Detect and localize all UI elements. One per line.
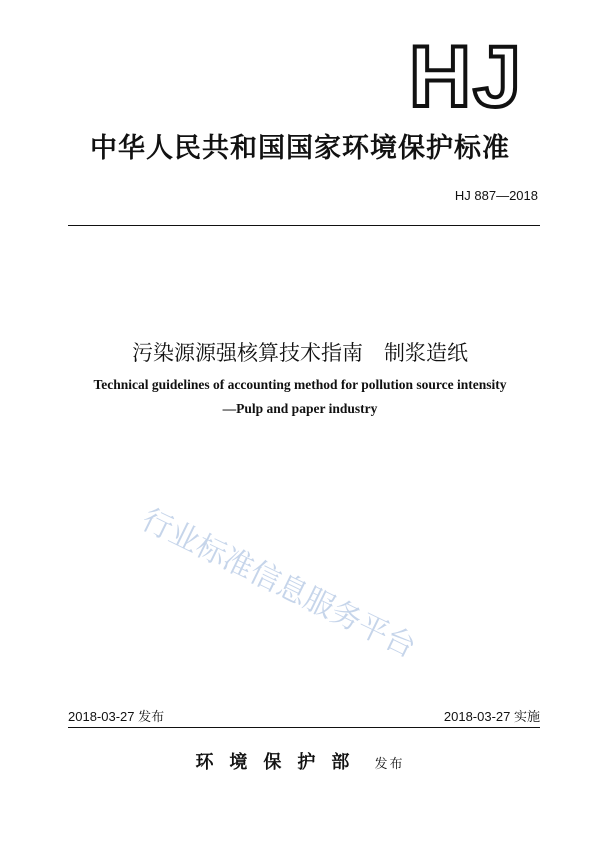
watermark: 行业标准信息服务平台: [136, 502, 422, 666]
top-divider: [68, 225, 540, 226]
document-title-en-line2: —Pulp and paper industry: [222, 401, 378, 416]
issuer: [0, 748, 600, 774]
issuer-suffix: 发布: [374, 757, 405, 772]
document-title-cn: 污染源源强核算技术指南 制浆造纸: [132, 341, 468, 365]
issuer-name: 环境保护部: [195, 752, 366, 773]
hj-logo: [408, 36, 524, 118]
standard-title: 中华人民共和国国家环境保护标准: [90, 133, 510, 164]
bottom-divider: [68, 727, 540, 728]
hj-logo-graphic: [408, 36, 524, 118]
implementation-date: 2018-03-27 实施: [443, 709, 540, 724]
issue-date: 2018-03-27 发布: [68, 709, 165, 724]
document-title-en-line1: Technical guidelines of accounting method for pollution source intensity: [93, 377, 507, 392]
hj-logo-text: HJ: [409, 36, 523, 118]
standard-number: HJ 887—2018: [454, 188, 538, 203]
